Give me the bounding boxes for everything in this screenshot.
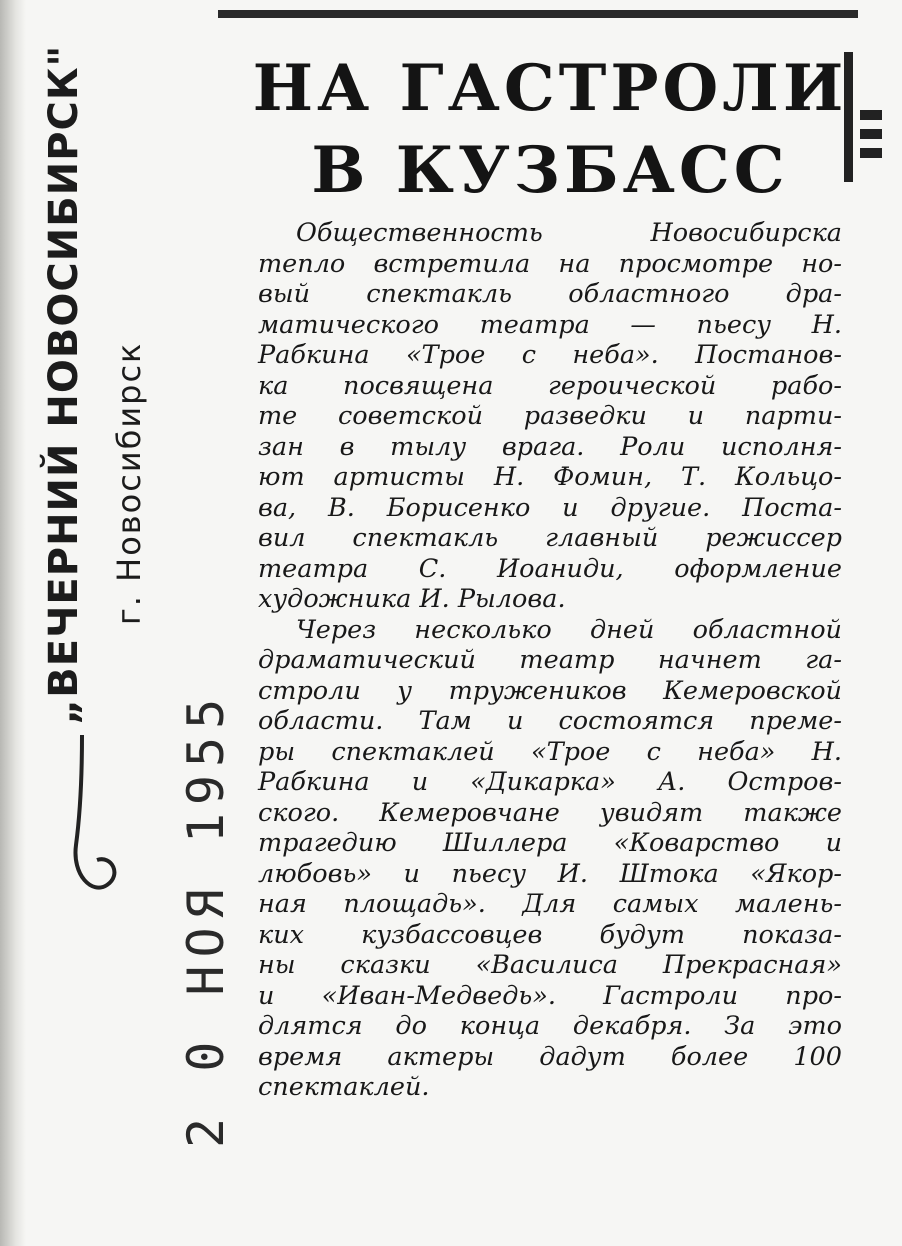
article-line: ры спектаклей «Трое с неба» Н.	[258, 736, 842, 767]
city-stamp: г. Новосибирск	[110, 341, 148, 625]
date-stamp: 2 0 НОЯ 1955	[177, 690, 235, 1148]
right-margin-marks	[860, 110, 882, 170]
article-line: зан в тылу врага. Роли исполня-	[258, 431, 842, 462]
article-line: драматический театр начнет га-	[258, 645, 842, 675]
article-line: ва, В. Борисенко и другие. Поста-	[258, 492, 842, 523]
newspaper-masthead-stamp: „ВЕЧЕРНИЙ НОВОСИБИРСК"	[41, 44, 87, 725]
article-line: матического театра — пьесу Н.	[258, 309, 842, 340]
article-line: ка посвящена героической рабо-	[258, 370, 842, 401]
article-line: и «Иван-Медведь». Гастроли про-	[258, 980, 842, 1011]
article-line: ная площадь». Для самых малень-	[258, 889, 842, 919]
article-line: художника И. Рылова.	[258, 584, 566, 614]
article-paragraph-2	[258, 615, 842, 1103]
article-line: любовь» и пьесу И. Штока «Якор-	[258, 858, 842, 889]
article-line: ких кузбассовцев будут показа-	[258, 919, 842, 950]
article-line: ют артисты Н. Фомин, Т. Кольцо-	[258, 462, 842, 492]
article-line: театра С. Иоаниди, оформление	[258, 553, 842, 584]
stamp-flourish	[52, 735, 132, 915]
article-line: ского. Кемеровчане увидят также	[258, 797, 842, 828]
article-line: трагедию Шиллера «Коварство и	[258, 828, 842, 858]
article-line: Рабкина и «Дикарка» А. Остров-	[258, 767, 842, 797]
article-line: области. Там и состоятся преме-	[258, 706, 842, 736]
article-line: Через несколько дней областной	[296, 614, 842, 645]
article-line: длятся до конца декабря. За это	[258, 1011, 842, 1041]
article-line: Общественность Новосибирска	[296, 218, 842, 248]
article-paragraph-1	[258, 218, 842, 615]
article-line: ны сказки «Василиса Прекрасная»	[258, 950, 842, 980]
article-body	[258, 218, 842, 1103]
article-line: Рабкина «Трое с неба». Постанов-	[258, 340, 842, 370]
article-line: вил спектакль главный режиссер	[258, 523, 842, 553]
article-line: спектаклей.	[258, 1072, 430, 1102]
headline	[250, 48, 850, 212]
headline-line-1: НА ГАСТРОЛИ	[252, 51, 848, 126]
article-line: строли у тружеников Кемеровской	[258, 675, 842, 706]
top-column-rule	[218, 10, 858, 18]
paper-edge-shadow	[0, 0, 26, 1246]
headline-line-2: В КУЗБАСС	[311, 133, 789, 208]
article-line: те советской разведки и парти-	[258, 401, 842, 431]
article-line: тепло встретила на просмотре но-	[258, 248, 842, 279]
article-line: вый спектакль областного дра-	[258, 279, 842, 309]
article-line: время актеры дадут более 100	[258, 1041, 842, 1072]
